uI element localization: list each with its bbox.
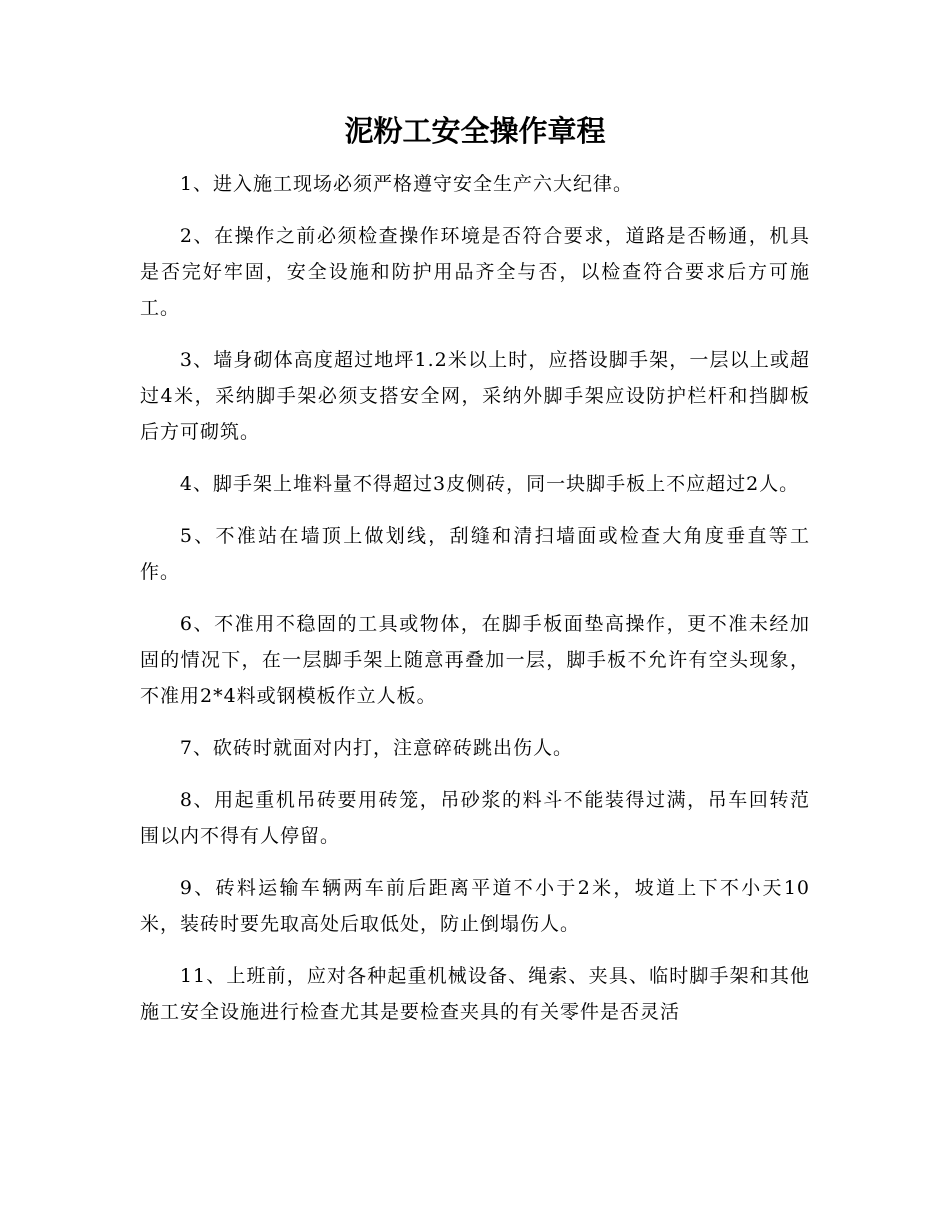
paragraph-3: 3、墙身砌体高度超过地坪1.2米以上时，应搭设脚手架，一层以上或超过4米，采纳脚手架必须支搭安全网，采纳外脚手架应设防护栏杆和挡脚板后方可砌筑。 [140,349,810,443]
document-title: 泥粉工安全操作章程 [344,114,606,148]
paragraph-11: 11、上班前，应对各种起重机械设备、绳索、夹具、临时脚手架和其他施工安全设施进行检查尤其是要检查夹具的有关零件是否灵活 [140,965,810,1023]
paragraph-8: 8、用起重机吊砖要用砖笼，吊砂浆的料斗不能装得过满，吊车回转范围以内不得有人停留。 [140,789,810,847]
paragraph-7: 7、砍砖时就面对内打，注意碎砖跳出伤人。 [179,737,573,759]
document-body [140,166,810,1046]
paragraph-5: 5、不准站在墙顶上做划线，刮缝和清扫墙面或检查大角度垂直等工作。 [140,525,810,583]
paragraph-2: 2、在操作之前必须检查操作环境是否符合要求，道路是否畅通，机具是否完好牢固，安全设施和防护用品齐全与否，以检查符合要求后方可施工。 [140,225,810,319]
paragraph-6: 6、不准用不稳固的工具或物体，在脚手板面垫高操作，更不准未经加固的情况下，在一层脚手架上随意再叠加一层，脚手板不允许有空头现象，不准用2*4料或钢模板作立人板。 [140,613,810,707]
paragraph-1: 1、进入施工现场必须严格遵守安全生产六大纪律。 [179,173,633,195]
paragraph-9: 9、砖料运输车辆两车前后距离平道不小于2米，坡道上下不小天10米，装砖时要先取高处后取低处，防止倒塌伤人。 [140,877,810,935]
paragraph-4: 4、脚手架上堆料量不得超过3皮侧砖，同一块脚手板上不应超过2人。 [179,473,800,495]
